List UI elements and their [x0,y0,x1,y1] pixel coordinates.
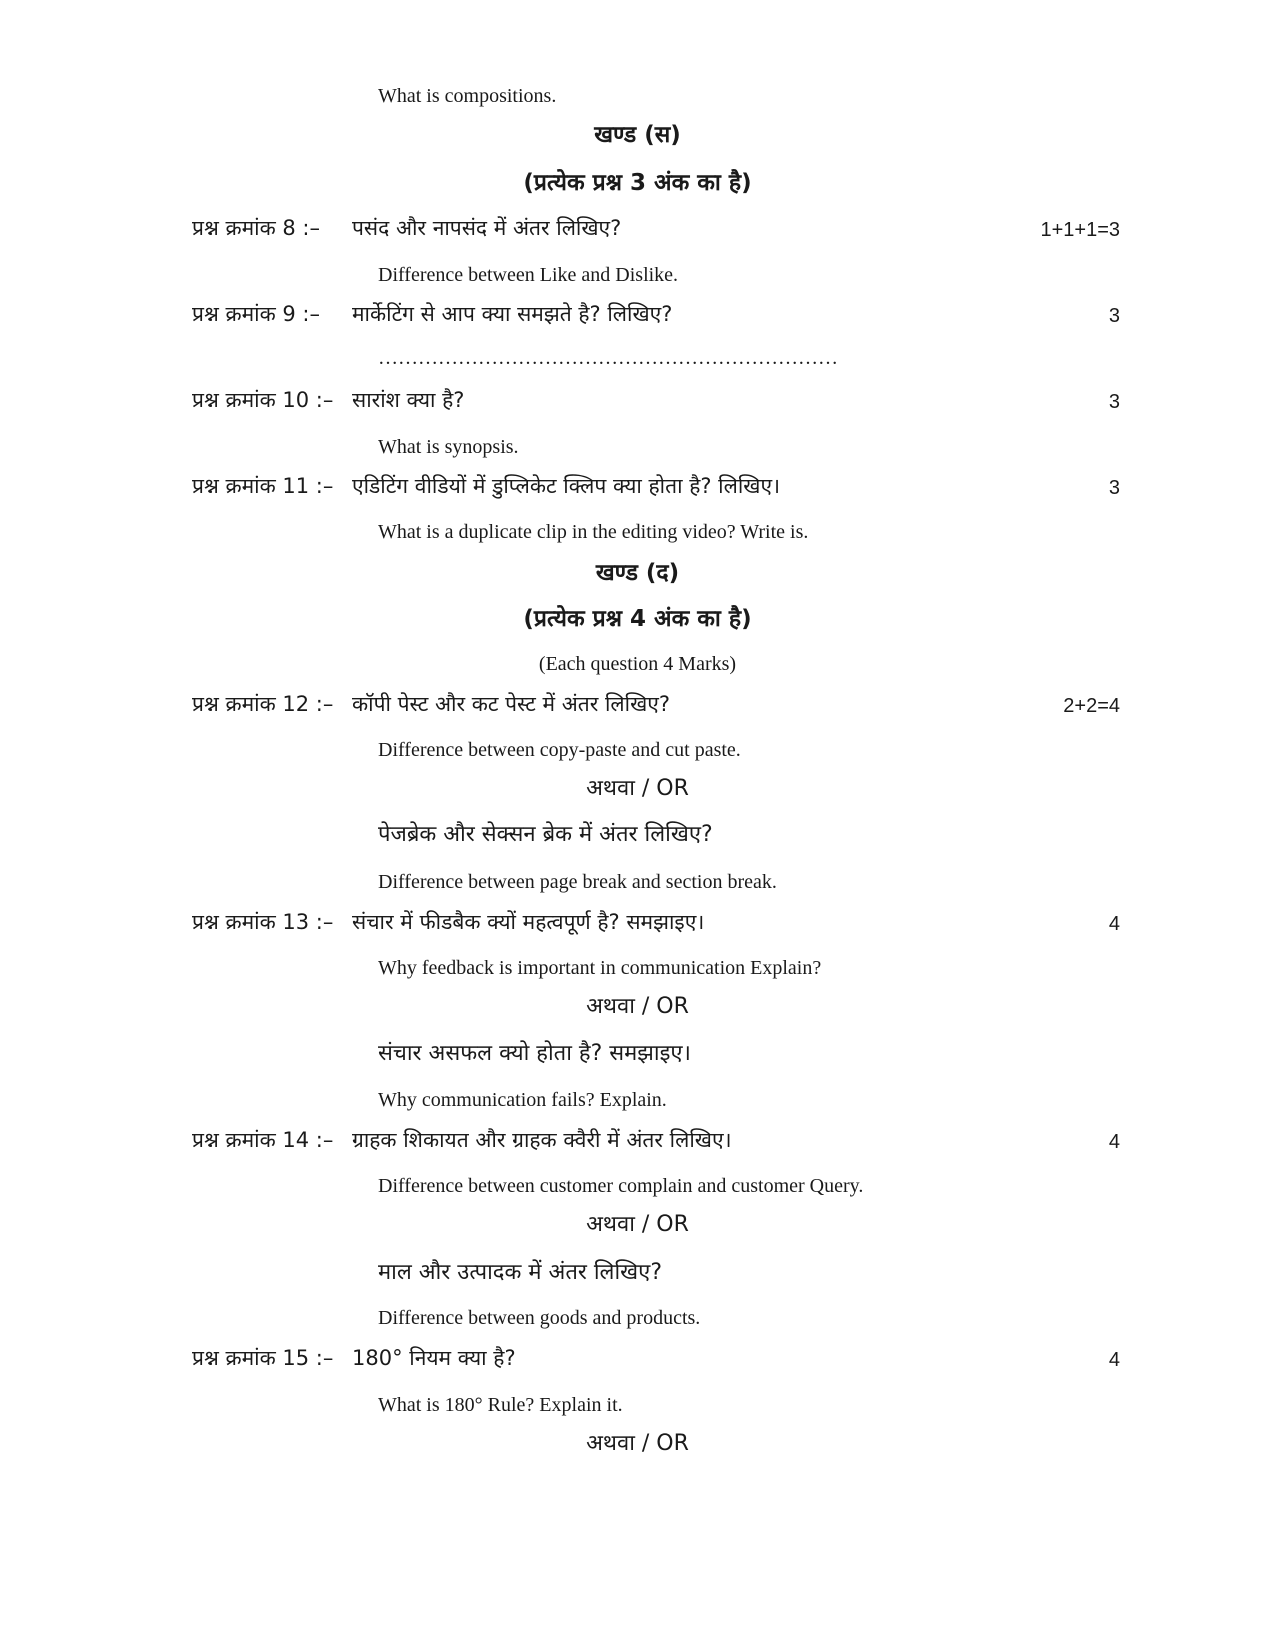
question-label: प्रश्न क्रमांक 15 :– [192,1346,334,1370]
question-hindi: एडिटिंग वीडियों में डुप्लिकेट क्लिप क्या होता है? लिखिए। [352,474,781,498]
question-label: प्रश्न क्रमांक 13 :– [192,910,334,934]
question-label: प्रश्न क्रमांक 9 :– [192,302,321,326]
question-english: Difference between customer complain and customer Query. [378,1175,864,1197]
question-english-placeholder: …………………………………………………………… [378,347,838,369]
question-label: प्रश्न क्रमांक 8 :– [192,216,321,240]
alternate-question-hindi: पेजब्रेक और सेक्सन ब्रेक में अंतर लिखिए? [378,822,713,847]
question-hindi: मार्केटिंग से आप क्या समझते है? लिखिए? [352,302,673,326]
or-separator: अथवा / OR [586,1431,689,1456]
alternate-question-hindi: संचार असफल क्यो होता है? समझाइए। [378,1041,691,1066]
question-hindi: कॉपी पेस्ट और कट पेस्ट में अंतर लिखिए? [352,692,671,716]
alternate-question-english: Difference between goods and products. [378,1307,701,1329]
alternate-question-english: Difference between page break and section break. [378,871,777,893]
section-d-marks-note-english: (Each question 4 Marks) [538,653,737,675]
alternate-question-hindi: माल और उत्पादक में अंतर लिखिए? [378,1260,663,1285]
question-english: Why feedback is important in communication Explain? [378,957,822,979]
question-marks: 4 [1108,1131,1120,1153]
question-english: Difference between Like and Dislike. [378,264,679,286]
question-marks: 4 [1108,1349,1120,1371]
question-marks: 4 [1108,913,1120,935]
or-separator: अथवा / OR [586,776,689,801]
question-english: What is synopsis. [378,436,519,458]
question-hindi: 180° नियम क्या है? [352,1346,516,1370]
section-c-title: खण्ड (स) [594,122,681,148]
section-d-marks-note: (प्रत्येक प्रश्न 4 अंक का है) [523,606,752,632]
question-english: What is a duplicate clip in the editing video? Write is. [378,521,809,543]
continued-question-english: What is compositions. [378,85,557,107]
section-d-title: खण्ड (द) [595,560,680,586]
question-hindi: ग्राहक शिकायत और ग्राहक क्वैरी में अंतर लिखिए। [352,1128,732,1152]
question-label: प्रश्न क्रमांक 11 :– [192,474,334,498]
question-marks: 2+2=4 [1063,695,1120,717]
question-label: प्रश्न क्रमांक 14 :– [192,1128,334,1152]
or-separator: अथवा / OR [586,1212,689,1237]
question-hindi: सारांश क्या है? [352,388,465,412]
alternate-question-english: Why communication fails? Explain. [378,1089,667,1111]
question-marks: 3 [1108,391,1120,413]
question-marks: 3 [1108,305,1120,327]
or-separator: अथवा / OR [586,994,689,1019]
section-c-marks-note: (प्रत्येक प्रश्न 3 अंक का है) [523,170,752,196]
question-english: What is 180° Rule? Explain it. [378,1394,623,1416]
question-label: प्रश्न क्रमांक 10 :– [192,388,334,412]
question-english: Difference between copy-paste and cut paste. [378,739,741,761]
question-hindi: पसंद और नापसंद में अंतर लिखिए? [352,216,622,240]
question-marks: 1+1+1=3 [1040,219,1120,241]
question-label: प्रश्न क्रमांक 12 :– [192,692,334,716]
question-hindi: संचार में फीडबैक क्यों महत्वपूर्ण है? समझाइए। [352,910,705,934]
question-marks: 3 [1108,477,1120,499]
